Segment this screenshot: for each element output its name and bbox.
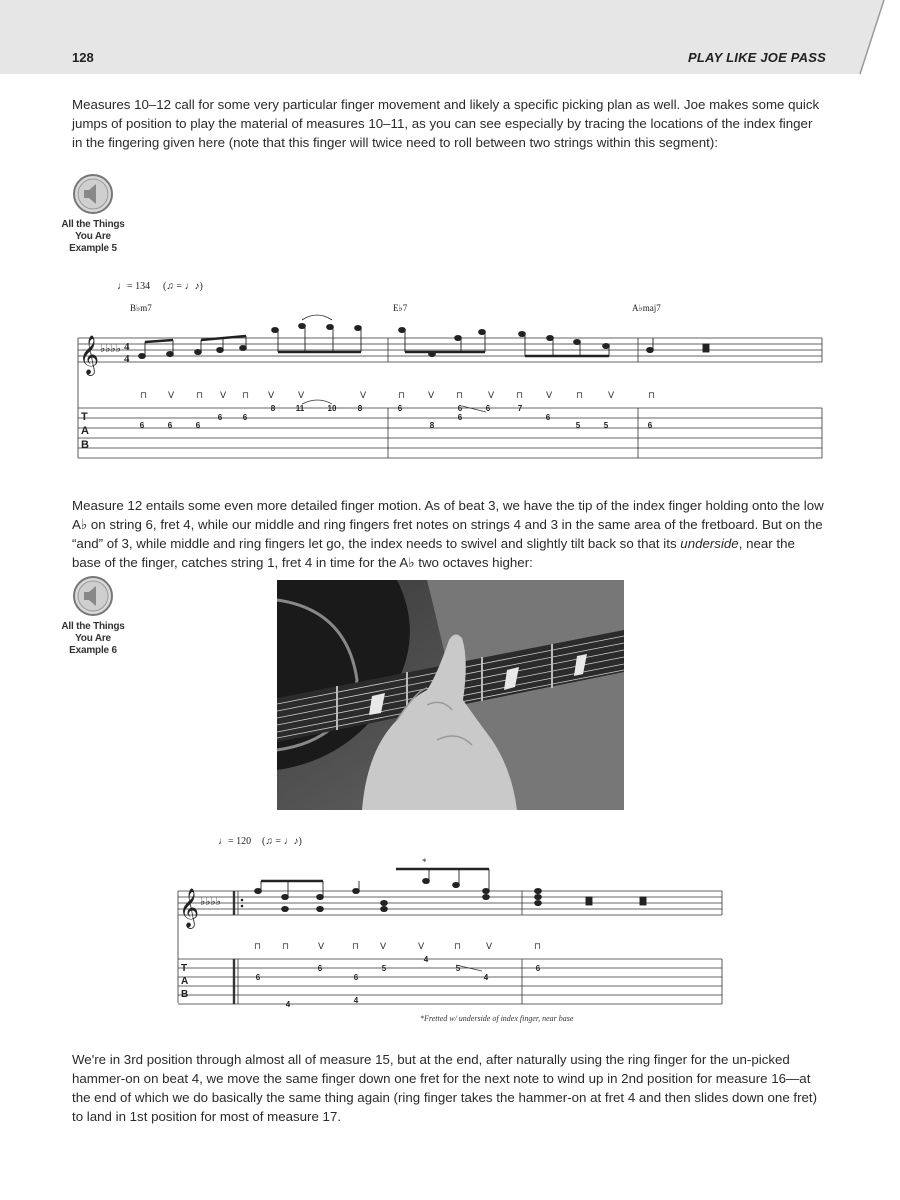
svg-text:4: 4	[124, 341, 130, 353]
svg-text:6: 6	[317, 964, 323, 973]
svg-text:A: A	[81, 425, 89, 437]
example-6-notation	[170, 825, 730, 1010]
svg-text:8: 8	[357, 404, 363, 413]
running-title: PLAY LIKE JOE PASS	[688, 50, 826, 65]
svg-text:4: 4	[285, 1000, 291, 1009]
svg-text:⊓: ⊓	[516, 391, 524, 401]
svg-text:6: 6	[647, 421, 653, 430]
svg-text:A: A	[181, 976, 189, 987]
svg-text:6: 6	[545, 413, 551, 422]
audio-track-label: All the Things You Are Example 6	[61, 621, 125, 656]
tempo-marking: ♩= 120	[218, 836, 252, 847]
svg-text:V: V	[486, 942, 493, 952]
svg-text:⊓: ⊓	[534, 942, 542, 952]
chord-symbol: B♭m7	[130, 303, 152, 313]
svg-text:6: 6	[217, 413, 223, 422]
svg-text:T: T	[181, 963, 188, 974]
notes-example-6	[255, 869, 646, 912]
key-signature: ♭♭♭♭	[200, 895, 221, 908]
svg-text:6: 6	[139, 421, 145, 430]
page-number: 128	[72, 50, 94, 65]
svg-text:V: V	[168, 391, 175, 401]
example-5-notation	[70, 270, 830, 460]
svg-text:V: V	[488, 391, 495, 401]
pick-directions	[140, 391, 655, 401]
svg-text:V: V	[608, 391, 615, 401]
standard-staff	[78, 338, 822, 458]
speaker-icon	[72, 173, 114, 215]
svg-text:B: B	[181, 989, 189, 1000]
svg-text:6: 6	[255, 973, 261, 982]
notes-example-5	[139, 315, 709, 359]
chord-symbol: A♭maj7	[632, 303, 661, 313]
svg-text:8: 8	[270, 404, 276, 413]
svg-text:6: 6	[353, 973, 359, 982]
svg-text:⊓: ⊓	[456, 391, 464, 401]
svg-text:⊓: ⊓	[398, 391, 406, 401]
svg-text:5: 5	[381, 964, 387, 973]
svg-text:4: 4	[353, 996, 359, 1005]
svg-text:T: T	[81, 411, 88, 423]
svg-text:4: 4	[124, 353, 130, 365]
svg-text:V: V	[546, 391, 553, 401]
swing-marking: (♫ = ♩♪)	[262, 836, 302, 847]
audio-track-label: All the Things You Are Example 5	[61, 219, 125, 254]
svg-text:V: V	[220, 391, 227, 401]
pick-directions	[254, 942, 541, 952]
svg-text:*: *	[422, 857, 427, 867]
swing-marking: (♫ = ♩♪)	[163, 281, 203, 292]
svg-text:6: 6	[457, 404, 463, 413]
svg-text:5: 5	[455, 964, 461, 973]
svg-text:⊓: ⊓	[254, 942, 262, 952]
tempo-marking: ♩= 134	[117, 281, 151, 292]
audio-track-example-5[interactable]	[53, 173, 133, 255]
svg-text:V: V	[418, 942, 425, 952]
svg-text:5: 5	[575, 421, 581, 430]
svg-text:⊓: ⊓	[242, 391, 250, 401]
speaker-icon	[72, 575, 114, 617]
svg-text:V: V	[318, 942, 325, 952]
svg-text:V: V	[298, 391, 305, 401]
svg-text:4: 4	[423, 955, 429, 964]
key-signature: ♭♭♭♭	[100, 342, 121, 355]
paragraph-measure-12: Measure 12 entails some even more detailed finger motion. As of beat 3, we have the tip of the index finger holding onto the low A♭ on string 6, fret 4, while our middle and ring fingers fret notes on strings 4 and 3 in the same area of the fretboard. But on the “and” of 3, while middle and ring fingers let go, the index needs to swivel and slightly tilt back so that its underside, near the base of the finger, catches string 1, fret 4 in time for the A♭ two octaves higher:	[72, 498, 824, 570]
footnote: *Fretted w/ underside of index finger, near base	[420, 1014, 574, 1023]
svg-text:5: 5	[603, 421, 609, 430]
svg-text:V: V	[360, 391, 367, 401]
svg-text:⊓: ⊓	[576, 391, 584, 401]
svg-text:V: V	[380, 942, 387, 952]
svg-text:6: 6	[242, 413, 248, 422]
svg-text:⊓: ⊓	[454, 942, 462, 952]
svg-text:11: 11	[295, 404, 305, 413]
svg-text:6: 6	[535, 964, 541, 973]
tab-numbers	[256, 955, 541, 1009]
svg-text:6: 6	[397, 404, 403, 413]
svg-text:6: 6	[167, 421, 173, 430]
svg-text:B: B	[81, 439, 89, 451]
guitar-fretting-photo	[277, 580, 624, 810]
treble-clef: 𝄞	[179, 888, 200, 928]
tab-staff	[78, 408, 822, 458]
svg-text:4: 4	[483, 973, 489, 982]
paragraph-intro: Measures 10–12 call for some very particular finger movement and likely a specific picking plan as well. Joe makes some quick jumps of position to play the material of measures 10–11, as you can see especially by tracing the locations of the index finger in the fingering given here (note that this finger will twice need to roll between two strings within this segment):	[72, 97, 820, 150]
treble-clef: 𝄞	[79, 335, 100, 375]
audio-track-example-6[interactable]	[53, 575, 133, 657]
svg-text:7: 7	[517, 404, 523, 413]
svg-text:6: 6	[195, 421, 201, 430]
svg-text:V: V	[268, 391, 275, 401]
svg-text:10: 10	[327, 404, 337, 413]
svg-text:⊓: ⊓	[282, 942, 290, 952]
paragraph-positions: We're in 3rd position through almost all of measure 15, but at the end, after naturally using the ring finger for the un-picked hammer-on on beat 4, we move the same finger down one fret for the next note to wind up in 2nd position for measure 16—at the end of which we do basically the same thing again (ring finger takes the hammer-on at fret 4 and then slides down one fret) to land in 1st position for most of measure 17.	[72, 1052, 818, 1124]
chord-symbol: E♭7	[393, 303, 408, 313]
svg-text:⊓: ⊓	[648, 391, 656, 401]
svg-text:6: 6	[457, 413, 463, 422]
svg-text:⊓: ⊓	[140, 391, 148, 401]
svg-text:8: 8	[429, 421, 435, 430]
svg-text:6: 6	[485, 404, 491, 413]
svg-text:⊓: ⊓	[352, 942, 360, 952]
svg-text:V: V	[428, 391, 435, 401]
svg-text:⊓: ⊓	[196, 391, 204, 401]
